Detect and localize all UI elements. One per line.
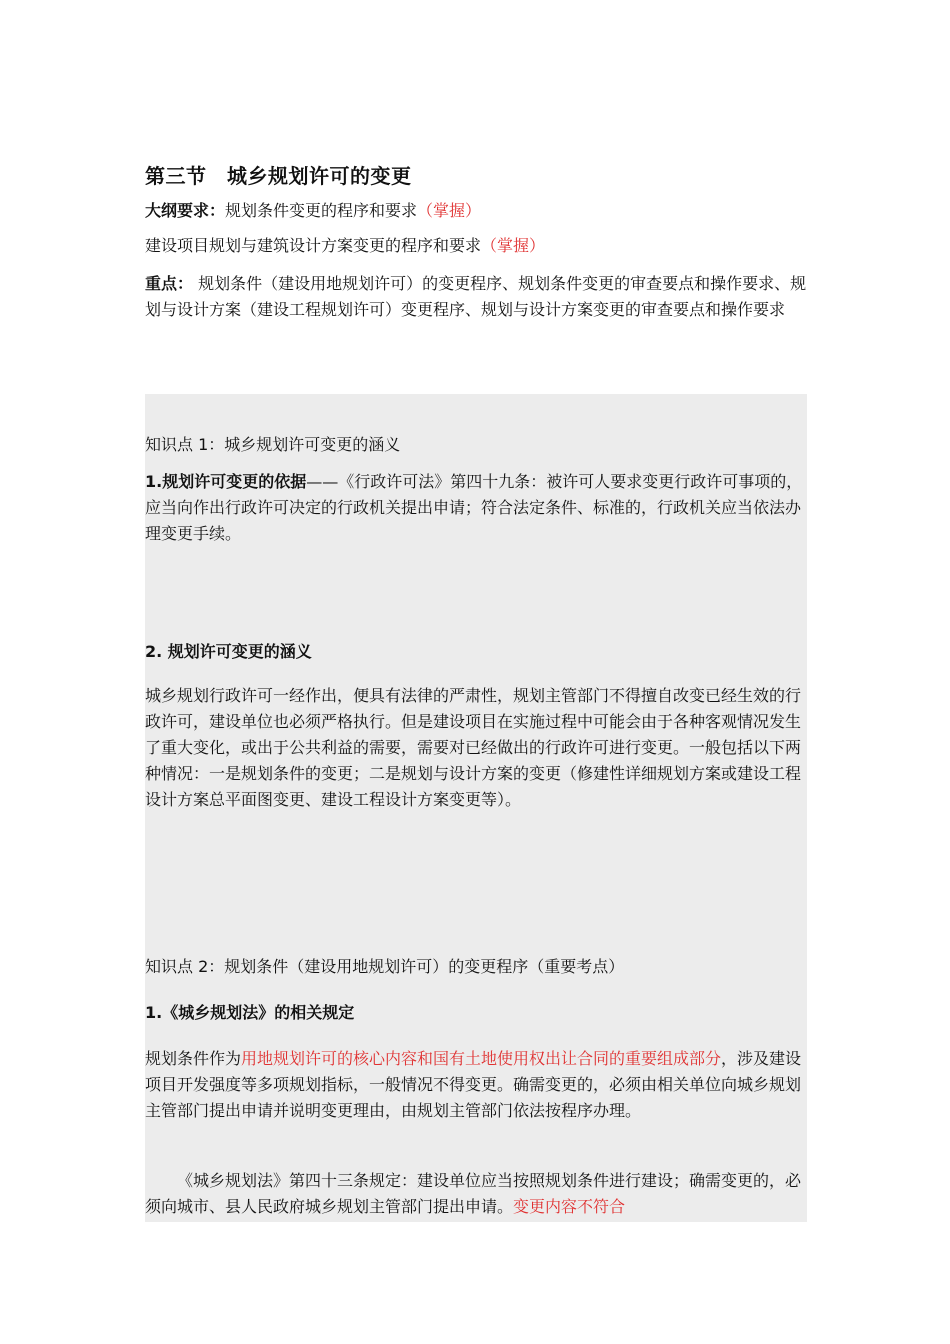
outline-item-2: 建设项目规划与建筑设计方案变更的程序和要求 — [145, 236, 482, 255]
outline-tag-1: （掌握） — [417, 201, 482, 220]
key-points-paragraph — [145, 271, 807, 323]
knowledge-1-paragraph-1 — [145, 469, 807, 547]
outline-line-1 — [145, 198, 807, 224]
knowledge-2-p1-end: ，涉及建设项目开发强度等多项规划指标，一般情况不得变更。确需变更的，必须由相关单位向城乡规划主管部门提出申请并说明变更理由，由规划主管部门依法按程序办理。 — [145, 1049, 802, 1120]
outline-line-2 — [145, 233, 807, 259]
section-title: 第三节 城乡规划许可的变更 — [145, 164, 412, 188]
knowledge-1-heading: 知识点 1：城乡规划许可变更的涵义 — [145, 435, 401, 454]
knowledge-2-sub1-heading: 1.《城乡规划法》的相关规定 — [145, 1003, 355, 1022]
outline-label: 大纲要求： — [145, 201, 226, 220]
knowledge-2-p1-start: 规划条件作为 — [145, 1049, 242, 1068]
outline-item-1: 规划条件变更的程序和要求 — [225, 201, 418, 220]
knowledge-block-1 — [145, 394, 807, 922]
knowledge-2-paragraph-1 — [145, 1046, 807, 1124]
knowledge-1-sub1-heading: 1.规划许可变更的依据 — [145, 472, 307, 491]
knowledge-1-p1-text: ——《行政许可法》第四十九条：被许可人要求变更行政许可事项的，应当向作出行政许可决定的行政机关提出申请；符合法定条件、标准的，行政机关应当依法办理变更手续。 — [145, 472, 803, 543]
knowledge-block-2 — [145, 922, 807, 1222]
knowledge-2-heading: 知识点 2：规划条件（建设用地规划许可）的变更程序（重要考点） — [145, 957, 625, 976]
knowledge-2-p2-highlight: 变更内容不符合 — [513, 1197, 626, 1216]
knowledge-2-paragraph-2 — [145, 1168, 807, 1220]
knowledge-1-paragraph-2: 城乡规划行政许可一经作出，便具有法律的严肃性，规划主管部门不得擅自改变已经生效的行政许可，建设单位也必须严格执行。但是建设项目在实施过程中可能会由于各种客观情况发生了重大变化，或出于公共利益的需要，需要对已经做出的行政许可进行变更。一般包括以下两种情况：一是规划条件的变更；二是规划与设计方案的变更（修建性详细规划方案或建设工程设计方案总平面图变更、建设工程设计方案变更等）。 — [145, 686, 802, 809]
knowledge-2-p2-start: 《城乡规划法》第四十三条规定：建设单位应当按照规划条件进行建设；确需变更的，必须向城市、县人民政府城乡规划主管部门提出申请。 — [145, 1171, 802, 1216]
knowledge-1-sub2-heading: 2. 规划许可变更的涵义 — [145, 642, 312, 661]
key-points-text: 规划条件（建设用地规划许可）的变更程序、规划条件变更的审查要点和操作要求、规划与设计方案（建设工程规划许可）变更程序、规划与设计方案变更的审查要点和操作要求 — [145, 274, 807, 319]
knowledge-2-p1-highlight: 用地规划许可的核心内容和国有土地使用权出让合同的重要组成部分 — [241, 1049, 722, 1068]
outline-tag-2: （掌握） — [481, 236, 546, 255]
key-points-label: 重点： — [145, 274, 194, 293]
